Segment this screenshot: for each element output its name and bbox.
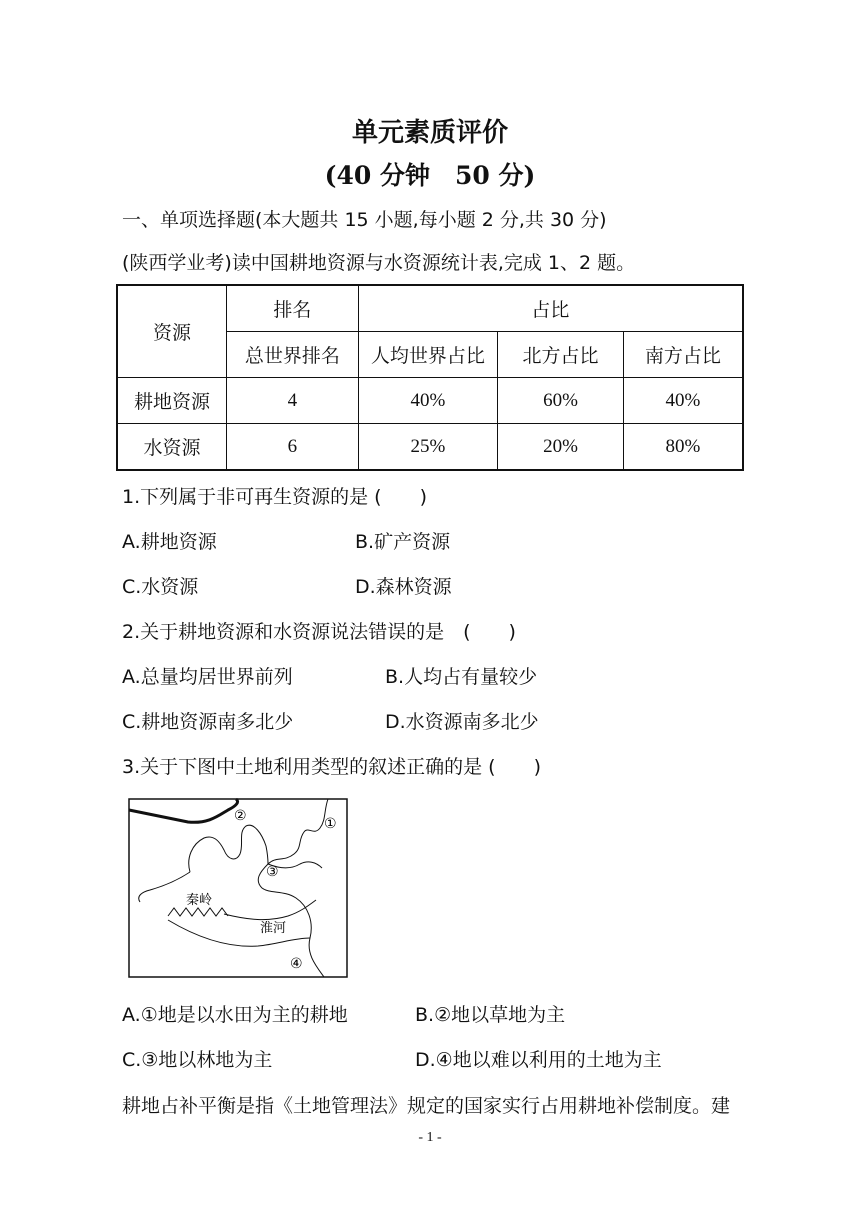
question-1-option-b: B.矿产资源 <box>355 531 451 553</box>
subheader-south: 南方占比 <box>623 332 743 378</box>
row-per-capita: 40% <box>358 378 498 424</box>
subheader-north: 北方占比 <box>498 332 624 378</box>
question-2-option-b: B.人均占有量较少 <box>385 666 538 688</box>
question-2-stem: 2.关于耕地资源和水资源说法错误的是 ( ) <box>122 621 516 643</box>
row-rank: 6 <box>227 424 359 471</box>
question-3-option-c: C.③地以林地为主 <box>122 1049 273 1071</box>
question-2-option-d: D.水资源南多北少 <box>385 711 539 733</box>
row-north: 20% <box>498 424 624 471</box>
page-subtitle: (40 分钟 50 分) <box>324 161 536 190</box>
question-3-option-b: B.②地以草地为主 <box>415 1004 566 1026</box>
label-huaihe: 淮河 <box>260 921 287 936</box>
row-name: 水资源 <box>117 424 227 471</box>
question-1-option-c: C.水资源 <box>122 576 199 598</box>
header-rank: 排名 <box>227 285 359 332</box>
header-resource: 资源 <box>117 285 227 378</box>
question-2-option-a: A.总量均居世界前列 <box>122 666 293 688</box>
marker-3: ③ <box>266 864 279 880</box>
row-south: 40% <box>623 378 743 424</box>
land-use-map <box>128 798 348 978</box>
page-title: 单元素质评价 <box>351 118 508 148</box>
label-qinling: 秦岭 <box>186 893 213 908</box>
question-1-stem: 1.下列属于非可再生资源的是 ( ) <box>122 486 427 508</box>
map-frame <box>129 799 347 977</box>
question-1-option-a: A.耕地资源 <box>122 531 217 553</box>
question-2-option-c: C.耕地资源南多北少 <box>122 711 294 733</box>
question-intro: (陕西学业考)读中国耕地资源与水资源统计表,完成 1、2 题。 <box>122 252 636 274</box>
section-heading: 一、单项选择题(本大题共 15 小题,每小题 2 分,共 30 分) <box>122 209 607 231</box>
table-row <box>117 378 743 424</box>
row-per-capita: 25% <box>358 424 498 471</box>
trailing-paragraph: 耕地占补平衡是指《土地管理法》规定的国家实行占用耕地补偿制度。建 <box>122 1095 731 1117</box>
row-rank: 4 <box>227 378 359 424</box>
table-row <box>117 424 743 471</box>
marker-4: ④ <box>290 956 303 972</box>
row-name: 耕地资源 <box>117 378 227 424</box>
subheader-per-capita: 人均世界占比 <box>358 332 498 378</box>
row-north: 60% <box>498 378 624 424</box>
question-3-option-a: A.①地是以水田为主的耕地 <box>122 1004 348 1026</box>
row-south: 80% <box>623 424 743 471</box>
subheader-total-rank: 总世界排名 <box>227 332 359 378</box>
question-3-stem: 3.关于下图中土地利用类型的叙述正确的是 ( ) <box>122 756 541 778</box>
question-1-option-d: D.森林资源 <box>355 576 452 598</box>
table-header-row <box>117 285 743 332</box>
marker-1: ① <box>324 816 337 832</box>
header-share: 占比 <box>358 285 743 332</box>
resource-table <box>116 284 744 471</box>
page-number: - 1 - <box>418 1130 442 1145</box>
question-3-option-d: D.④地以难以利用的土地为主 <box>415 1049 662 1071</box>
marker-2: ② <box>234 808 247 824</box>
